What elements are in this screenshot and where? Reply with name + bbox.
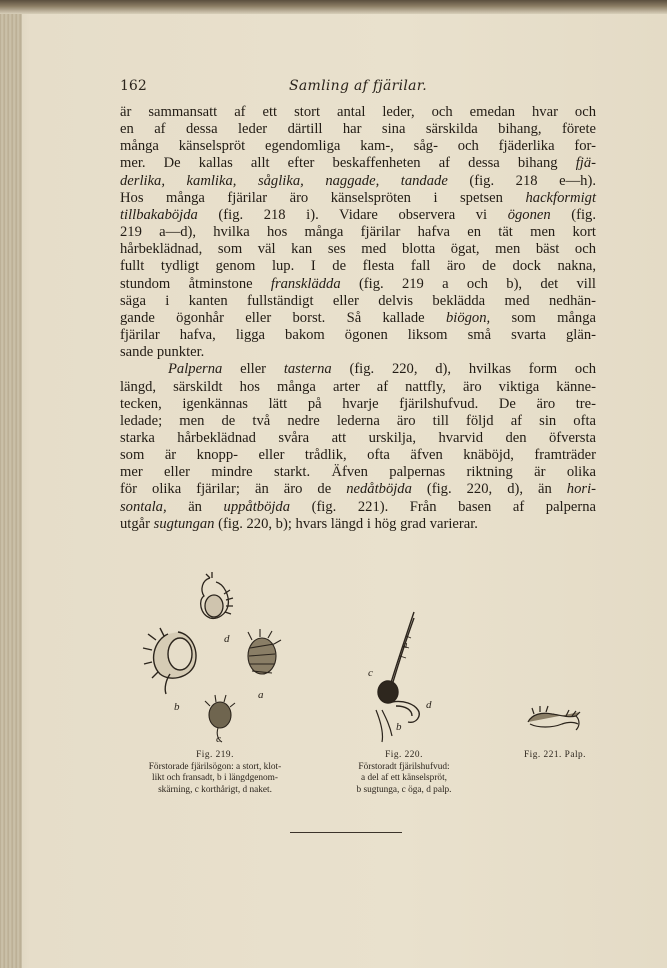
figure-220-illustration xyxy=(356,606,446,746)
page-stack-edge xyxy=(0,0,22,968)
figure-221-caption xyxy=(500,750,610,762)
text-line: starka hårbeklädnad svåra att urskilja, hvarvid den öfversta xyxy=(120,429,596,446)
figure-221-label: Fig. 221. Palp. xyxy=(524,750,586,760)
text-line: som är knopp- eller trådlik, ofta äfven knäböjd, framträder xyxy=(120,447,596,464)
text-line: sontala, än uppåtböjda (fig. 221). Från basen af palperna xyxy=(120,498,597,515)
text-line: Hos många fjärilar äro känselspröten i spetsen hackformigt xyxy=(120,189,596,206)
figure-221-illustration xyxy=(522,700,584,740)
fig220-letter-c: c xyxy=(368,667,373,679)
text-line: utgår sugtungan (fig. 220, b); hvars längd i hög grad varierar. xyxy=(120,515,478,532)
section-divider xyxy=(290,832,402,833)
page-header xyxy=(120,78,596,100)
figure-219-label: Fig. 219. xyxy=(196,750,234,760)
caption-line: skärning, c korthårigt, d naket. xyxy=(158,784,272,795)
caption-line: likt och fransadt, b i längdgenom- xyxy=(152,773,278,783)
figure-219-illustration xyxy=(140,570,300,750)
text-line: fjärilar hafva, ligga bakom ögonen liksom små svarta glän- xyxy=(120,327,596,344)
running-title: Samling af fjärilar. xyxy=(288,78,428,94)
text-line: säga i kanten fullständigt eller delvis beklädda med nedhän- xyxy=(120,292,596,309)
fig219-letter-c: c xyxy=(216,733,221,745)
caption-line: Förstorade fjärilsögon: a stort, klot- xyxy=(148,761,282,772)
text-line: tecken, igenkännas lätt på hvarje fjärilshufvud. De äro tre- xyxy=(120,395,596,412)
text-line: längd, särskildt hos många arter af nattfly, äro viktiga känne- xyxy=(120,378,596,395)
page-number: 162 xyxy=(120,78,147,94)
text-line: stundom åtminstone fransklädda (fig. 219 a och b), det vill xyxy=(120,275,596,292)
fig220-letter-b: b xyxy=(396,721,402,733)
text-line: är sammansatt af ett stort antal leder, och emedan hvar och xyxy=(120,104,596,120)
caption-line: a del af ett känselspröt, xyxy=(361,773,447,783)
text-line: en af dessa leder därtill har sina särskilda bihang, förete xyxy=(120,121,596,138)
text-line: många känselspröt egendomliga kam-, såg- och fjäderlika for- xyxy=(120,138,596,155)
text-line: hårbeklädnad, som väl kan ses med blotta ögat, men bäst och xyxy=(120,241,596,258)
body-text xyxy=(120,104,596,533)
fig219-letter-a: a xyxy=(258,689,264,701)
caption-line: Förstoradt fjärilshufvud: xyxy=(358,761,450,772)
fig220-letter-d: d xyxy=(426,699,432,711)
text-line: sande punkter. xyxy=(120,344,205,361)
text-line: mer eller mindre starkt. Äfven palpernas riktning är olika xyxy=(120,464,596,481)
text-line: mer. De kallas allt efter beskaffenheten af dessa bihang fjä- xyxy=(120,155,597,172)
text-line: ledade; men de två nedre lederna äro till följd af sin ofta xyxy=(120,412,596,429)
text-line: fullt tydligt genom lup. I de flesta fall äro de dock nakna, xyxy=(120,258,596,275)
fig220-letter-a: a xyxy=(402,639,408,651)
caption-line: b sugtunga, c öga, d palp. xyxy=(356,784,452,795)
text-line: 219 a—d), hvilka hos många fjärilar hafva en tät men kort xyxy=(120,224,596,241)
fig219-letter-d: d xyxy=(224,633,230,645)
fig219-letter-b: b xyxy=(174,701,180,713)
figure-220-label: Fig. 220. xyxy=(385,750,423,760)
page-top-shadow xyxy=(0,0,667,14)
text-line: för olika fjärilar; än äro de nedåtböjda (fig. 220, d), än hori- xyxy=(120,481,596,498)
text-line: tillbakaböjda (fig. 218 i). Vidare observera vi ögonen (fig. xyxy=(120,206,596,223)
text-line: gande ögonhår eller borst. Så kallade biögon, som många xyxy=(120,309,596,326)
figure-219-caption xyxy=(120,750,310,796)
text-line: Palperna eller tasterna (fig. 220, d), hvilkas form och xyxy=(168,361,596,378)
figure-220-caption xyxy=(324,750,484,796)
text-line: derlika, kamlika, såglika, naggade, tandade (fig. 218 e—h). xyxy=(120,172,596,189)
